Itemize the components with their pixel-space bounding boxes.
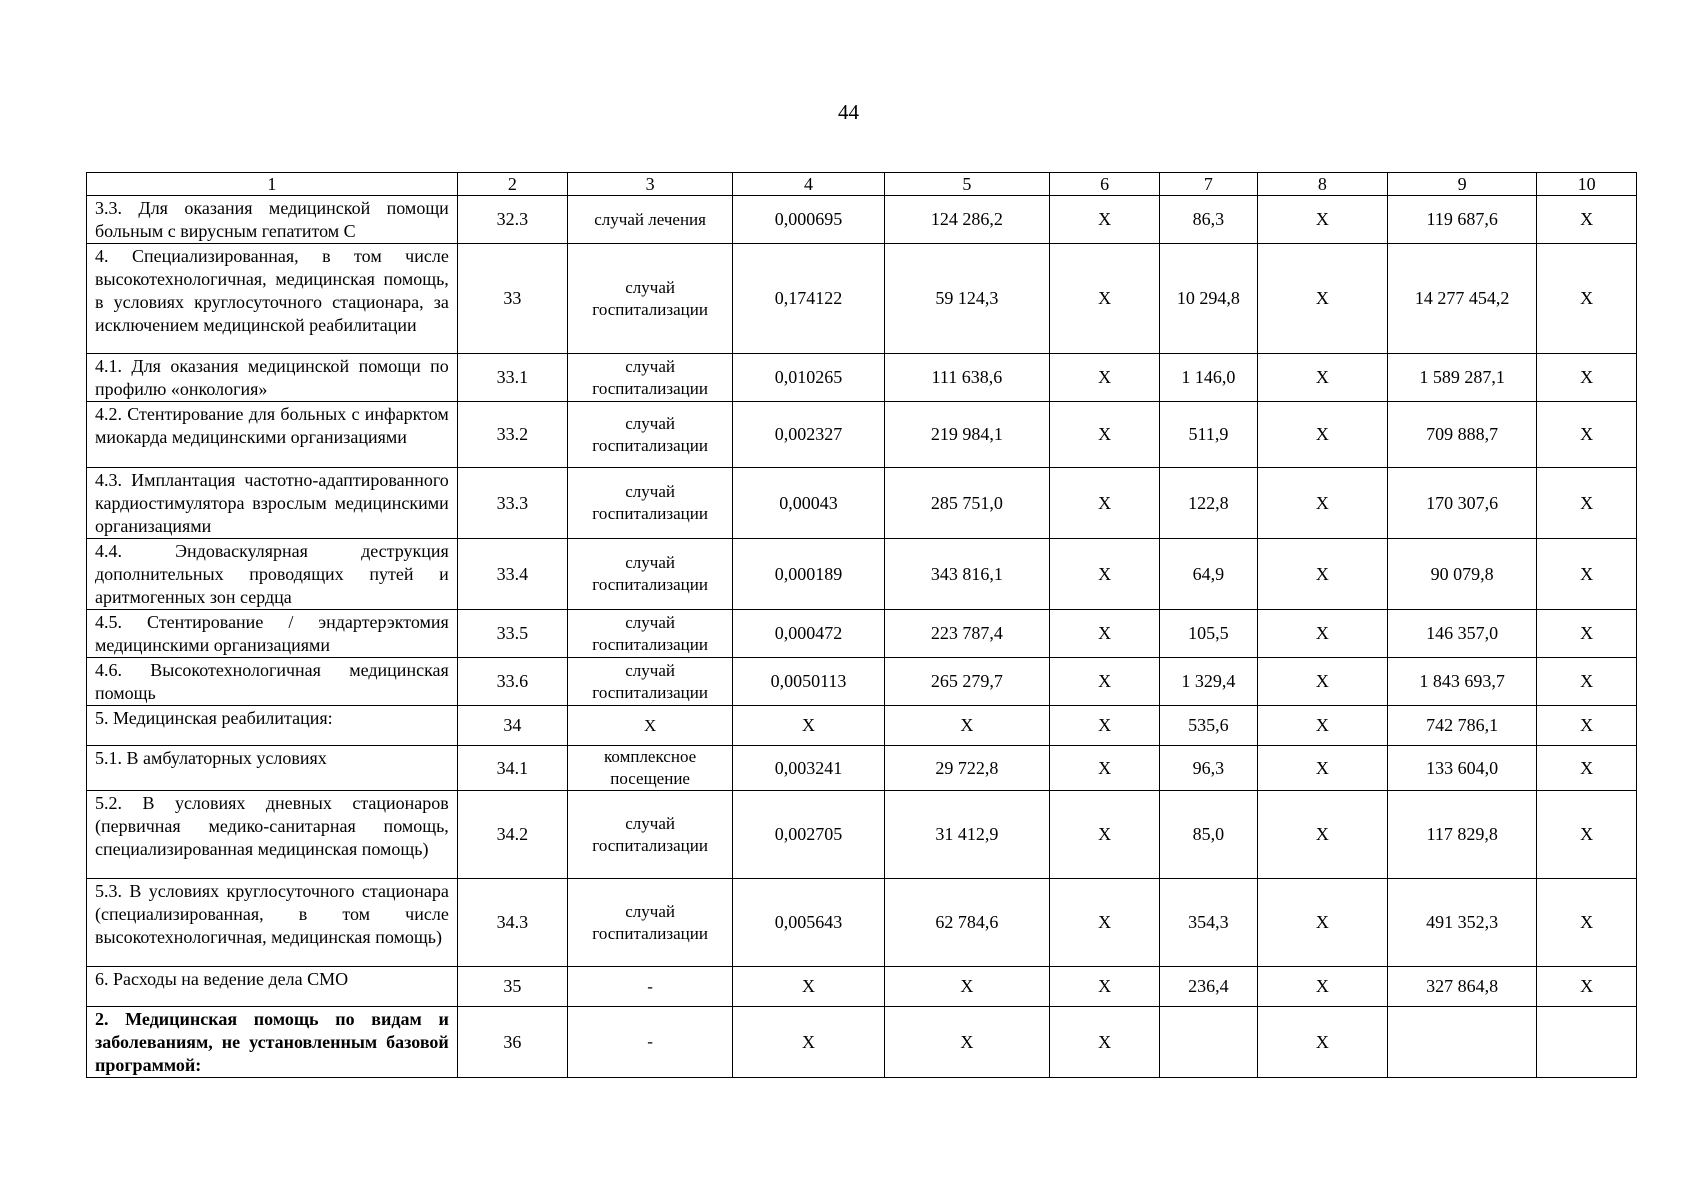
row-code-cell: 33.5 <box>457 610 567 658</box>
table-row <box>87 468 1637 539</box>
row-col5-cell: 111 638,6 <box>884 354 1049 402</box>
row-col4-cell: Х <box>733 706 885 746</box>
row-col5-cell: Х <box>884 967 1049 1007</box>
row-col5-cell: 59 124,3 <box>884 244 1049 354</box>
row-col4-cell: Х <box>733 967 885 1007</box>
row-name-cell: 4.6. Высокотехнологичная медицинская помощь <box>87 658 458 706</box>
row-col5-cell: Х <box>884 1007 1049 1078</box>
row-col9-cell <box>1387 1007 1536 1078</box>
row-col10-cell: Х <box>1537 539 1637 610</box>
row-name-cell: 4.3. Имплантация частотно-адаптированного кардиостимулятора взрослым медицинскими организациями <box>87 468 458 539</box>
row-col8-cell: Х <box>1257 468 1387 539</box>
row-col7-cell: 511,9 <box>1160 402 1257 468</box>
row-col7-cell: 122,8 <box>1160 468 1257 539</box>
table-row <box>87 244 1637 354</box>
table-row <box>87 196 1637 244</box>
row-col7-cell <box>1160 1007 1257 1078</box>
row-col9-cell: 90 079,8 <box>1387 539 1536 610</box>
row-unit-cell: - <box>567 967 732 1007</box>
row-unit-cell: случай лечения <box>567 196 732 244</box>
row-col8-cell: Х <box>1257 539 1387 610</box>
row-col9-cell: 14 277 454,2 <box>1387 244 1536 354</box>
row-col6-cell: Х <box>1050 967 1160 1007</box>
header-cell: 1 <box>87 173 458 196</box>
row-name-cell: 5.1. В амбулаторных условиях <box>87 746 458 791</box>
row-col9-cell: 146 357,0 <box>1387 610 1536 658</box>
row-col10-cell: Х <box>1537 658 1637 706</box>
row-unit-cell: комплексное посещение <box>567 746 732 791</box>
row-col7-cell: 86,3 <box>1160 196 1257 244</box>
table-row <box>87 354 1637 402</box>
row-col4-cell: 0,000472 <box>733 610 885 658</box>
row-col4-cell: 0,005643 <box>733 879 885 967</box>
row-col4-cell: 0,002705 <box>733 791 885 879</box>
row-col10-cell: Х <box>1537 468 1637 539</box>
row-col8-cell: Х <box>1257 746 1387 791</box>
table-row <box>87 791 1637 879</box>
header-cell: 4 <box>733 173 885 196</box>
row-col5-cell: 124 286,2 <box>884 196 1049 244</box>
table-row <box>87 539 1637 610</box>
row-col7-cell: 1 329,4 <box>1160 658 1257 706</box>
row-code-cell: 34.3 <box>457 879 567 967</box>
row-col9-cell: 117 829,8 <box>1387 791 1536 879</box>
row-unit-cell: Х <box>567 706 732 746</box>
row-code-cell: 33.4 <box>457 539 567 610</box>
row-col5-cell: 31 412,9 <box>884 791 1049 879</box>
row-col10-cell: Х <box>1537 244 1637 354</box>
table-body <box>87 173 1637 1078</box>
row-col10-cell: Х <box>1537 791 1637 879</box>
row-unit-cell: случай госпитализации <box>567 791 732 879</box>
row-col10-cell: Х <box>1537 610 1637 658</box>
row-col5-cell: 223 787,4 <box>884 610 1049 658</box>
row-col5-cell: 219 984,1 <box>884 402 1049 468</box>
table-row <box>87 706 1637 746</box>
header-cell: 7 <box>1160 173 1257 196</box>
row-unit-cell: случай госпитализации <box>567 539 732 610</box>
row-col8-cell: Х <box>1257 244 1387 354</box>
row-col7-cell: 1 146,0 <box>1160 354 1257 402</box>
header-cell: 5 <box>884 173 1049 196</box>
row-col8-cell: Х <box>1257 791 1387 879</box>
row-col9-cell: 327 864,8 <box>1387 967 1536 1007</box>
row-col4-cell: 0,003241 <box>733 746 885 791</box>
row-col6-cell: Х <box>1050 610 1160 658</box>
table-row <box>87 1007 1637 1078</box>
data-table <box>86 172 1637 1078</box>
header-cell: 9 <box>1387 173 1536 196</box>
row-code-cell: 36 <box>457 1007 567 1078</box>
table-row <box>87 967 1637 1007</box>
row-name-cell: 4.2. Стентирование для больных с инфарктом миокарда медицинскими организациями <box>87 402 458 468</box>
row-col7-cell: 105,5 <box>1160 610 1257 658</box>
row-code-cell: 33.2 <box>457 402 567 468</box>
row-code-cell: 33 <box>457 244 567 354</box>
row-col10-cell: Х <box>1537 196 1637 244</box>
row-col7-cell: 10 294,8 <box>1160 244 1257 354</box>
header-cell: 8 <box>1257 173 1387 196</box>
row-col6-cell: Х <box>1050 706 1160 746</box>
row-col6-cell: Х <box>1050 196 1160 244</box>
row-col7-cell: 354,3 <box>1160 879 1257 967</box>
row-col8-cell: Х <box>1257 879 1387 967</box>
row-name-cell: 4.1. Для оказания медицинской помощи по профилю «онкология» <box>87 354 458 402</box>
row-code-cell: 34.1 <box>457 746 567 791</box>
row-col8-cell: Х <box>1257 1007 1387 1078</box>
row-col10-cell: Х <box>1537 706 1637 746</box>
row-col9-cell: 1 843 693,7 <box>1387 658 1536 706</box>
table-row <box>87 402 1637 468</box>
row-col6-cell: Х <box>1050 879 1160 967</box>
row-name-cell: 6. Расходы на ведение дела СМО <box>87 967 458 1007</box>
row-col4-cell: 0,174122 <box>733 244 885 354</box>
row-col5-cell: Х <box>884 706 1049 746</box>
row-name-cell: 2. Медицинская помощь по видам и заболеваниям, не установленным базовой программой: <box>87 1007 458 1078</box>
row-col8-cell: Х <box>1257 967 1387 1007</box>
row-col6-cell: Х <box>1050 402 1160 468</box>
row-unit-cell: случай госпитализации <box>567 244 732 354</box>
table-header-row <box>87 173 1637 196</box>
row-col5-cell: 62 784,6 <box>884 879 1049 967</box>
row-code-cell: 34.2 <box>457 791 567 879</box>
row-col5-cell: 29 722,8 <box>884 746 1049 791</box>
row-col6-cell: Х <box>1050 468 1160 539</box>
row-col7-cell: 85,0 <box>1160 791 1257 879</box>
header-cell: 6 <box>1050 173 1160 196</box>
row-col4-cell: 0,002327 <box>733 402 885 468</box>
row-col4-cell: 0,000189 <box>733 539 885 610</box>
row-col6-cell: Х <box>1050 539 1160 610</box>
row-col6-cell: Х <box>1050 658 1160 706</box>
row-name-cell: 4. Специализированная, в том числе высокотехнологичная, медицинская помощь, в условиях круглосуточного стационара, за исключением медицинской реабилитации <box>87 244 458 354</box>
row-col8-cell: Х <box>1257 196 1387 244</box>
row-code-cell: 32.3 <box>457 196 567 244</box>
row-col9-cell: 491 352,3 <box>1387 879 1536 967</box>
row-name-cell: 3.3. Для оказания медицинской помощи больным с вирусным гепатитом С <box>87 196 458 244</box>
row-col4-cell: 0,010265 <box>733 354 885 402</box>
row-col8-cell: Х <box>1257 706 1387 746</box>
row-name-cell: 5. Медицинская реабилитация: <box>87 706 458 746</box>
row-name-cell: 5.2. В условиях дневных стационаров (первичная медико-санитарная помощь, специализированная медицинская помощь) <box>87 791 458 879</box>
row-code-cell: 35 <box>457 967 567 1007</box>
row-unit-cell: случай госпитализации <box>567 658 732 706</box>
row-unit-cell: случай госпитализации <box>567 354 732 402</box>
row-col4-cell: Х <box>733 1007 885 1078</box>
header-cell: 10 <box>1537 173 1637 196</box>
row-col10-cell: Х <box>1537 967 1637 1007</box>
row-col8-cell: Х <box>1257 354 1387 402</box>
row-code-cell: 34 <box>457 706 567 746</box>
row-col6-cell: Х <box>1050 1007 1160 1078</box>
row-unit-cell: - <box>567 1007 732 1078</box>
row-col9-cell: 170 307,6 <box>1387 468 1536 539</box>
row-col6-cell: Х <box>1050 244 1160 354</box>
row-col7-cell: 96,3 <box>1160 746 1257 791</box>
row-col10-cell: Х <box>1537 354 1637 402</box>
row-col8-cell: Х <box>1257 610 1387 658</box>
row-unit-cell: случай госпитализации <box>567 610 732 658</box>
row-col5-cell: 285 751,0 <box>884 468 1049 539</box>
row-code-cell: 33.3 <box>457 468 567 539</box>
row-col9-cell: 133 604,0 <box>1387 746 1536 791</box>
row-name-cell: 4.5. Стентирование / эндартерэктомия медицинскими организациями <box>87 610 458 658</box>
row-unit-cell: случай госпитализации <box>567 879 732 967</box>
row-name-cell: 5.3. В условиях круглосуточного стационара (специализированная, в том числе высокотехнологичная, медицинская помощь) <box>87 879 458 967</box>
table-row <box>87 746 1637 791</box>
header-cell: 2 <box>457 173 567 196</box>
row-code-cell: 33.6 <box>457 658 567 706</box>
row-col7-cell: 535,6 <box>1160 706 1257 746</box>
table-row <box>87 879 1637 967</box>
row-col6-cell: Х <box>1050 354 1160 402</box>
row-col10-cell: Х <box>1537 746 1637 791</box>
row-col5-cell: 265 279,7 <box>884 658 1049 706</box>
table-row <box>87 658 1637 706</box>
row-col9-cell: 709 888,7 <box>1387 402 1536 468</box>
row-col8-cell: Х <box>1257 658 1387 706</box>
row-col4-cell: 0,0050113 <box>733 658 885 706</box>
row-unit-cell: случай госпитализации <box>567 468 732 539</box>
row-col9-cell: 1 589 287,1 <box>1387 354 1536 402</box>
page-number: 44 <box>838 100 859 124</box>
row-name-cell: 4.4. Эндоваскулярная деструкция дополнительных проводящих путей и аритмогенных зон сердца <box>87 539 458 610</box>
row-col8-cell: Х <box>1257 402 1387 468</box>
row-col6-cell: Х <box>1050 746 1160 791</box>
row-col4-cell: 0,00043 <box>733 468 885 539</box>
row-code-cell: 33.1 <box>457 354 567 402</box>
row-unit-cell: случай госпитализации <box>567 402 732 468</box>
row-col10-cell <box>1537 1007 1637 1078</box>
header-cell: 3 <box>567 173 732 196</box>
row-col4-cell: 0,000695 <box>733 196 885 244</box>
row-col6-cell: Х <box>1050 791 1160 879</box>
row-col7-cell: 64,9 <box>1160 539 1257 610</box>
row-col7-cell: 236,4 <box>1160 967 1257 1007</box>
row-col9-cell: 742 786,1 <box>1387 706 1536 746</box>
row-col10-cell: Х <box>1537 402 1637 468</box>
table-row <box>87 610 1637 658</box>
row-col9-cell: 119 687,6 <box>1387 196 1536 244</box>
row-col5-cell: 343 816,1 <box>884 539 1049 610</box>
row-col10-cell: Х <box>1537 879 1637 967</box>
